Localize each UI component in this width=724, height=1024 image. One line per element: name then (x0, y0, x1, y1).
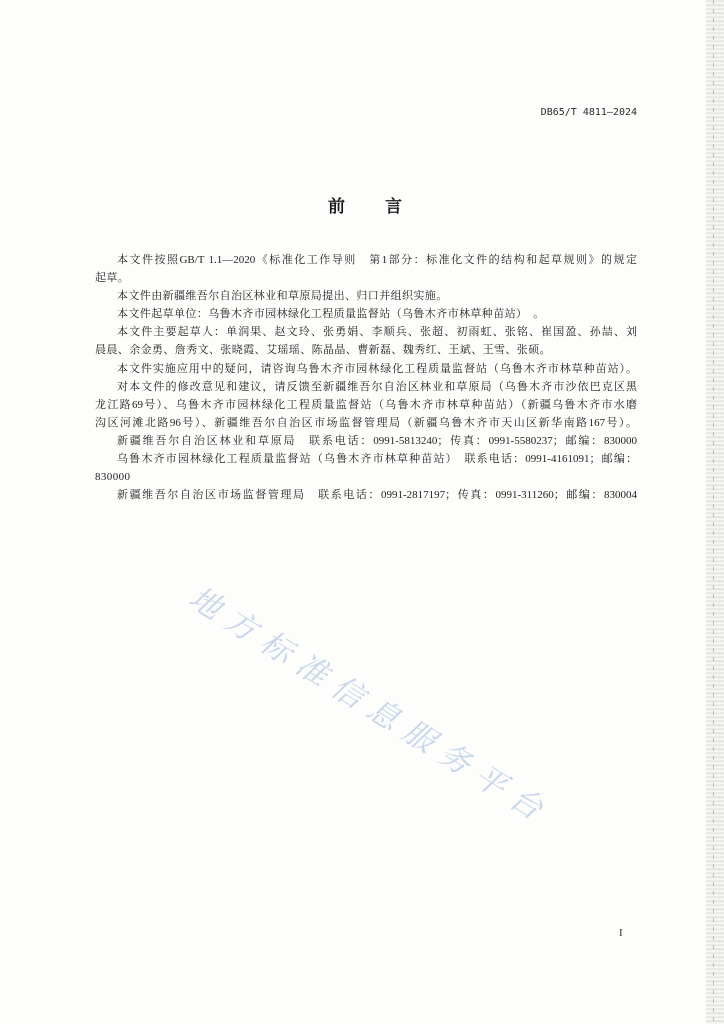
text-line: 本文件由新疆维吾尔自治区林业和草原局提出、归口并组织实施。 (117, 290, 448, 303)
text-line: 对本文件的修改意见和建议，请反馈至新疆维吾尔自治区林业和草原局（乌鲁木齐市沙依巴克区黑 (117, 380, 637, 393)
text-line: 本文件主要起草人：单润果、赵文玲、张勇娟、李顺兵、张超、初雨虹、张铭、崔国盈、孙喆、刘 (117, 326, 637, 339)
contact-market-regulation (95, 486, 637, 504)
page-title: 前 言 (328, 197, 404, 217)
paragraph-drafters (95, 323, 637, 359)
text-line: 起草。 (95, 272, 130, 285)
scan-edge-noise (706, 0, 724, 1024)
paragraph-drafting-basis (95, 251, 637, 287)
watermark: 地方标准信息服务平台 (182, 579, 558, 833)
contact-forestry-bureau (95, 432, 637, 450)
text-line: 沟区河滩北路96号）、新疆维吾尔自治区市场监督管理局（新疆乌鲁木齐市天山区新华南路167号）。 (95, 416, 637, 429)
text-line: 晨晨、余金勇、詹秀文、张晓霞、艾瑶瑶、陈晶晶、曹新磊、魏秀红、王斌、王雪、张硕。 (95, 344, 551, 357)
paragraph-feedback (95, 378, 637, 432)
text-line: 新疆维吾尔自治区林业和草原局 联系电话：0991-5813240；传真：0991-5580237；邮编：830000 (117, 434, 637, 447)
foreword-body (95, 251, 637, 504)
text-line: 龙江路69号）、乌鲁木齐市园林绿化工程质量监督站（乌鲁木齐市林草种苗站）（新疆乌鲁木齐市水磨 (95, 398, 637, 411)
text-line: 830000 (95, 471, 131, 484)
text-line: 新疆维吾尔自治区市场监督管理局 联系电话：0991-2817197；传真：0991-311260；邮编：830004 (117, 489, 637, 502)
page-number: I (619, 927, 623, 939)
text-line: 本文件按照GB/T 1.1—2020《标准化工作导则 第1部分：标准化文件的结构和起草规则》的规定 (117, 254, 637, 266)
text-line: 本文件实施应用中的疑问，请咨询乌鲁木齐市园林绿化工程质量监督站（乌鲁木齐市林草种苗站）。 (117, 362, 637, 375)
text-line: 乌鲁木齐市园林绿化工程质量监督站（乌鲁木齐市林草种苗站） 联系电话：0991-4161091；邮编： (117, 453, 637, 466)
contact-supervision-station (95, 450, 637, 486)
paragraph-proposer (95, 287, 637, 305)
document-code: DB65/T 4811—2024 (540, 107, 637, 118)
paragraph-inquiries (95, 360, 637, 378)
text-line: 本文件起草单位：乌鲁木齐市园林绿化工程质量监督站（乌鲁木齐市林草种苗站） 。 (117, 308, 545, 321)
paragraph-drafting-unit (95, 305, 637, 323)
scan-edge-line (713, 0, 714, 1024)
